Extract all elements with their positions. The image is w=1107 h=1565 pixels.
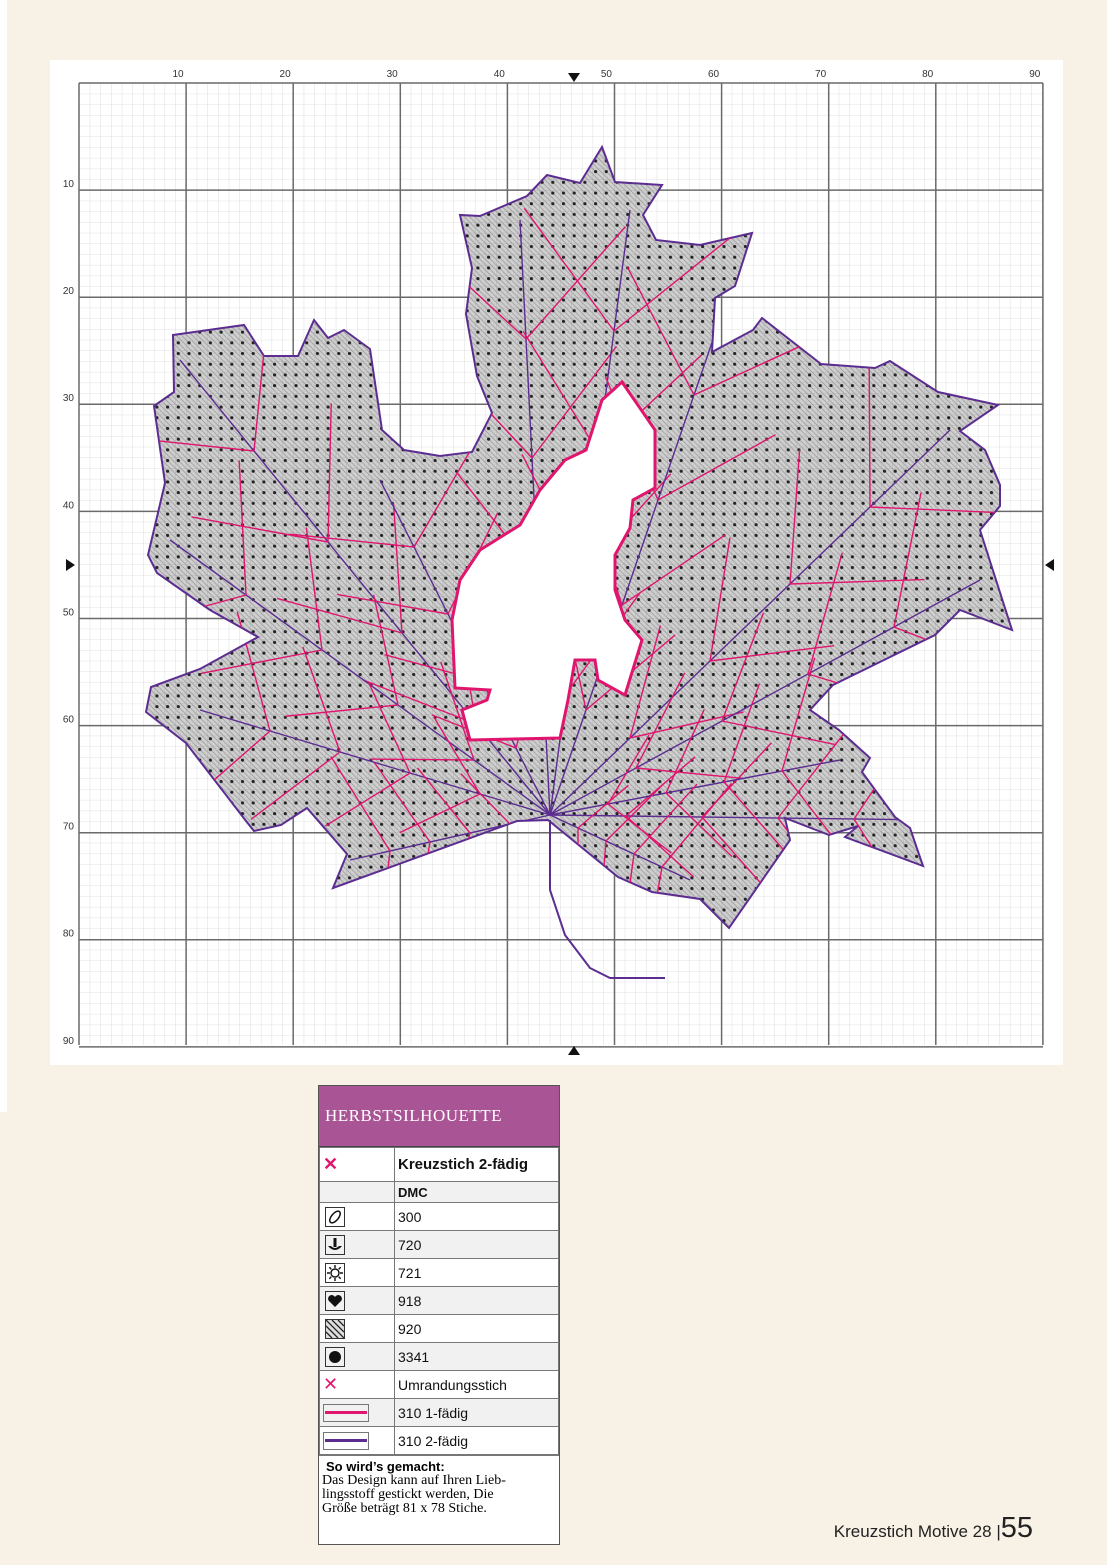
legend-title: HERBSTSILHOUETTE (319, 1086, 559, 1147)
legend-outline-row (320, 1371, 559, 1399)
top-axis-label: 80 (922, 69, 934, 80)
left-axis-label: 80 (62, 928, 74, 940)
left-axis-label: 70 (62, 821, 74, 833)
top-axis-label: 60 (707, 69, 720, 80)
pink-line-swatch-icon (323, 1404, 369, 1422)
legend-line-label: 310 2-fädig (395, 1427, 559, 1455)
color-legend (318, 1085, 560, 1545)
publication-name: Kreuzstich Motive 28 (833, 1522, 992, 1541)
left-axis-label: 30 (62, 393, 74, 405)
legend-line-row (320, 1399, 559, 1427)
legend-line-row (320, 1427, 559, 1455)
legend-row (320, 1315, 559, 1343)
legend-row (320, 1203, 559, 1231)
top-axis-labels (172, 69, 1040, 80)
footer-separator: | (996, 1522, 1001, 1541)
cross-stitch-icon: ✕ (323, 1154, 339, 1174)
hatch-symbol-icon (325, 1319, 345, 1339)
top-axis-label: 40 (493, 69, 505, 80)
sun-symbol-icon (325, 1263, 345, 1283)
legend-header-row (320, 1148, 559, 1182)
instructions (319, 1455, 559, 1544)
legend-code: 3341 (395, 1343, 559, 1371)
left-axis-label: 20 (62, 286, 74, 298)
legend-code: 918 (395, 1287, 559, 1315)
legend-code: 721 (395, 1259, 559, 1287)
page-edge-strip (0, 0, 7, 1112)
top-axis-label: 20 (279, 69, 291, 80)
left-axis-label: 90 (62, 1035, 74, 1047)
top-axis-label: 30 (386, 69, 398, 80)
legend-row (320, 1287, 559, 1315)
page-number: 55 (1000, 1512, 1033, 1544)
instructions-line: Das Design kann auf Ihren Lieb- (322, 1473, 506, 1488)
legend-table (319, 1147, 559, 1455)
side-vein (869, 362, 870, 507)
legend-row (320, 1231, 559, 1259)
center-marker-right-icon (1045, 559, 1054, 571)
instructions-line: Größe beträgt 81 x 78 Stiche. (322, 1501, 487, 1516)
dot-symbol-icon (325, 1347, 345, 1367)
top-axis-label: 50 (600, 69, 612, 80)
legend-dmc-label: DMC (395, 1182, 559, 1203)
center-marker-top-icon (568, 73, 580, 82)
cross-stitch-chart (50, 60, 1063, 1065)
left-axis-label: 40 (62, 500, 74, 512)
center-marker-left-icon (66, 559, 75, 571)
top-axis-label: 10 (172, 69, 184, 80)
legend-code: 720 (395, 1231, 559, 1259)
top-axis-label: 70 (815, 69, 827, 80)
left-axis-label: 50 (62, 607, 74, 619)
legend-row (320, 1259, 559, 1287)
legend-code: 300 (395, 1203, 559, 1231)
legend-dmc-row (320, 1182, 559, 1203)
instructions-title: So wird’s gemacht: (326, 1459, 445, 1474)
legend-code: 920 (395, 1315, 559, 1343)
left-axis-labels (63, 179, 75, 1047)
page-footer (834, 1512, 1033, 1545)
legend-line-label: 310 1-fädig (395, 1399, 559, 1427)
instructions-line: lingsstoff gestickt werden, Die (322, 1487, 494, 1502)
heart-symbol-icon (325, 1291, 345, 1311)
top-axis-label: 90 (1029, 69, 1041, 80)
outline-stitch-icon: ✕ (323, 1374, 339, 1394)
legend-row (320, 1343, 559, 1371)
legend-outline-label: Umrandungsstich (395, 1371, 559, 1399)
left-axis-label: 60 (62, 714, 74, 726)
legend-header: Kreuzstich 2-fädig (395, 1148, 559, 1182)
chart-canvas (50, 60, 1063, 1065)
anchor-symbol-icon (325, 1235, 345, 1255)
oval-symbol-icon (325, 1207, 345, 1227)
left-axis-label: 10 (62, 179, 74, 190)
purple-line-swatch-icon (323, 1432, 369, 1450)
